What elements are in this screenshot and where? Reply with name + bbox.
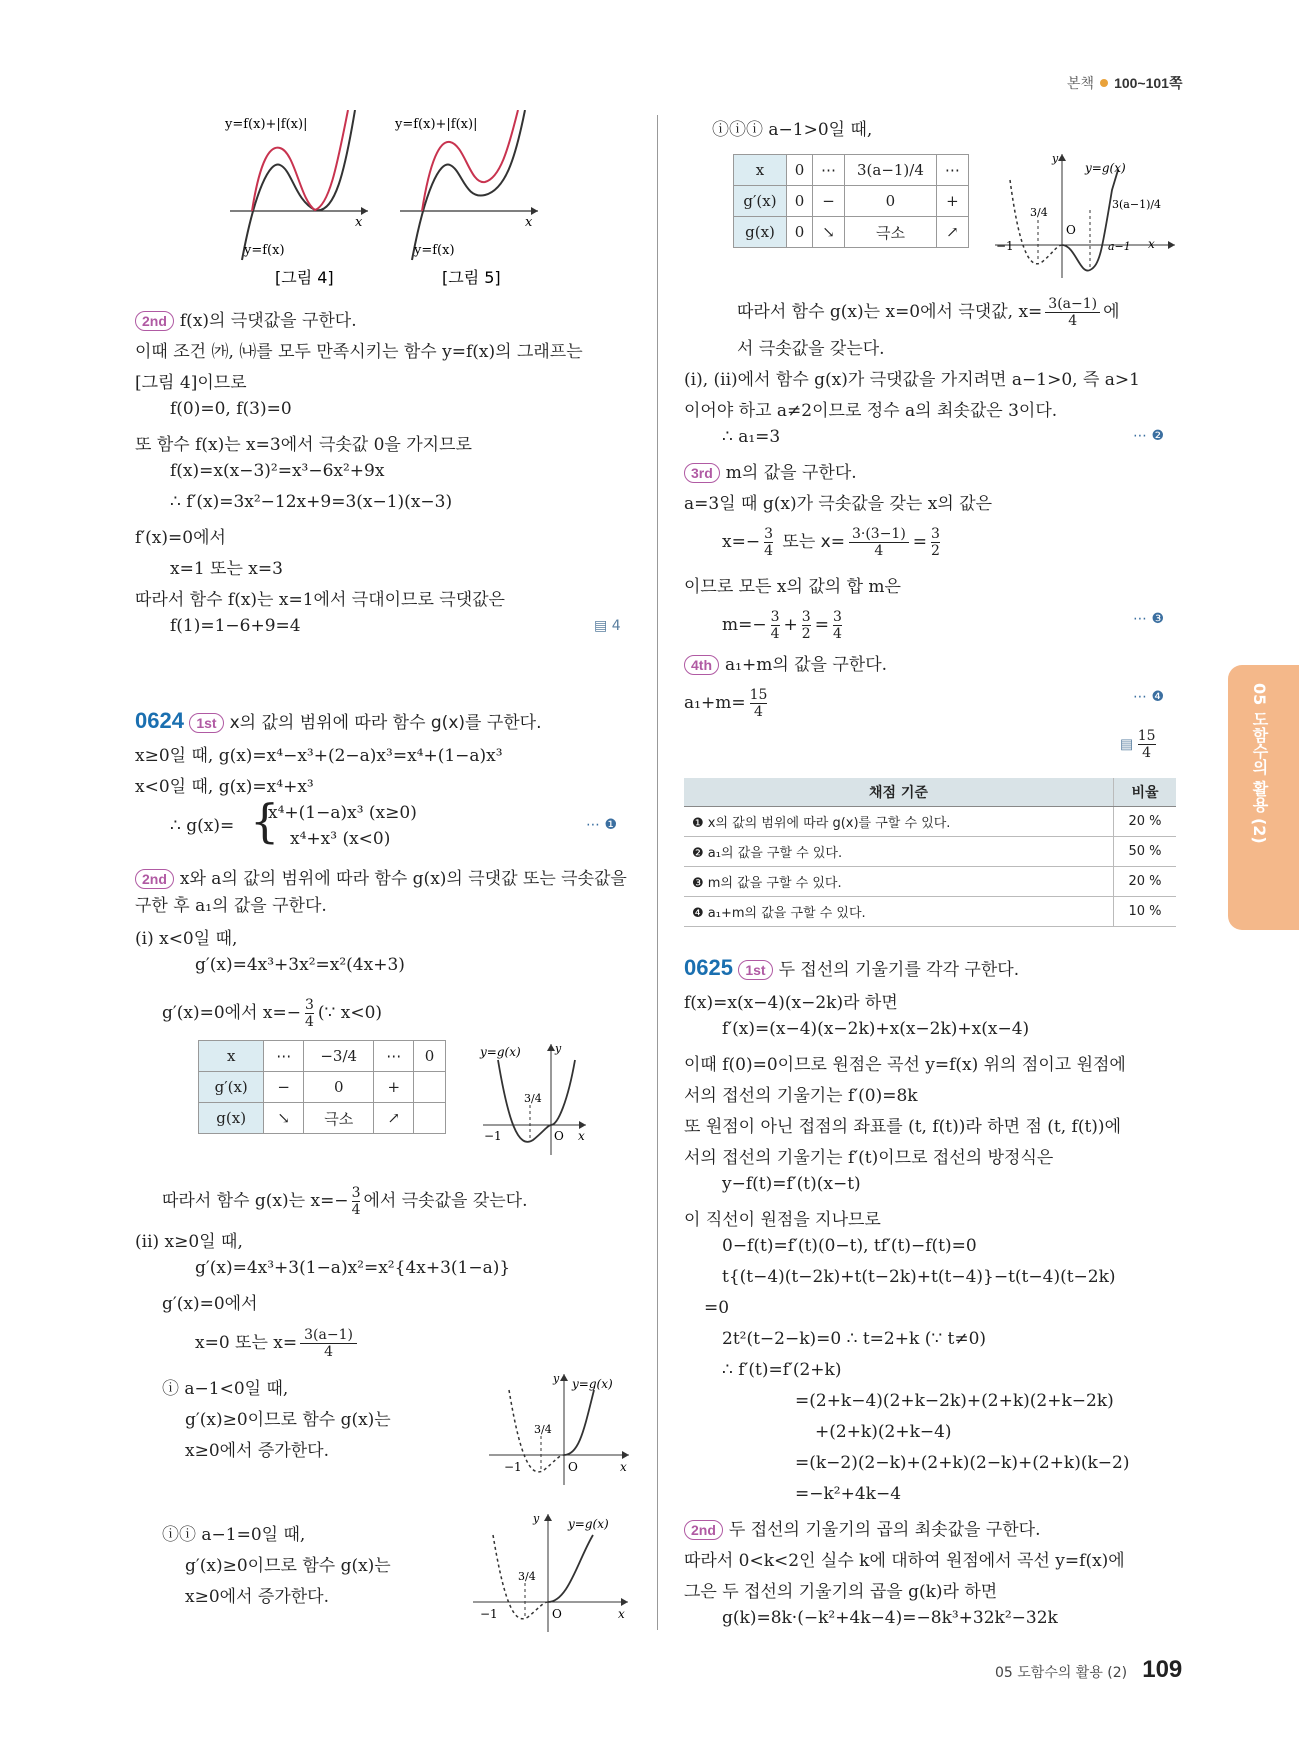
grading-marker: ⋯ ❸ <box>1133 611 1165 627</box>
math-line: 2t²(t−2−k)=0 ∴ t=2+k (∵ t≠0) <box>722 1329 987 1349</box>
footer-chapter: 05 도함수의 활용 (2) <box>995 1665 1128 1681</box>
graph-label: y=g(x) <box>480 1045 521 1059</box>
table-row <box>199 1072 446 1103</box>
step-badge: 2nd <box>684 1520 723 1540</box>
math-line: y−f(t)=f′(t)(x−t) <box>722 1174 861 1194</box>
frac-den: 4 <box>764 543 773 559</box>
math-line: ∴ g(x)= <box>170 816 235 836</box>
table-row <box>734 186 969 217</box>
tick-neg: −1 <box>480 1607 498 1621</box>
math-line: =−k²+4k−4 <box>795 1484 902 1504</box>
origin-label: O <box>554 1129 564 1143</box>
table-cell: 0 <box>414 1041 446 1072</box>
grading-marker: ⋯ ❹ <box>1133 689 1165 705</box>
math-line: g(k)=8k·(−k²+4k−4)=−8k³+32k²−32k <box>722 1608 1058 1628</box>
grading-row <box>684 807 1176 837</box>
table-cell: + <box>936 186 968 217</box>
ratio-cell: 50 % <box>1114 837 1177 867</box>
row-header-cell: g(x) <box>734 217 787 248</box>
frac-num: 3 <box>832 609 842 625</box>
math-part: x=0 또는 x= <box>195 1333 298 1353</box>
math-line: ⓘⓘⓘ a−1>0일 때, <box>712 120 873 140</box>
problem-0625-heading <box>684 955 1019 981</box>
table-cell: 극소 <box>845 217 937 248</box>
origin-label: O <box>568 1460 578 1474</box>
frac-den: 2 <box>931 543 940 559</box>
grading-row <box>684 837 1176 867</box>
answer-value: 4 <box>611 618 621 634</box>
tick-label: 3/4 <box>524 1092 542 1105</box>
text-line: 또 원점이 아닌 접점의 좌표를 (t, f(t))라 하면 점 (t, f(t))에 <box>684 1117 1121 1137</box>
math-line: (i) x<0일 때, <box>135 929 238 949</box>
axis-y: y <box>1052 152 1059 165</box>
criteria-header: 채점 기준 <box>684 778 1114 807</box>
frac-num: 3 <box>351 1185 361 1201</box>
text-line: 이므로 모든 x의 값의 합 m은 <box>684 577 901 597</box>
math-line: ⓘ a−1<0일 때, <box>162 1379 289 1399</box>
math-part: g′(x)=0에서 x=− <box>162 1003 301 1023</box>
frac-num: 3(a−1) <box>300 1327 357 1344</box>
fig5-caption: [그림 5] <box>442 268 501 287</box>
grading-marker: ⋯ ❷ <box>1133 428 1165 444</box>
table-cell: ⋯ <box>812 155 844 186</box>
fig4-axis-x: x <box>355 215 363 230</box>
text-line: a=3일 때 g(x)가 극솟값을 갖는 x의 값은 <box>684 494 993 514</box>
step-text: 두 접선의 기울기를 각각 구한다. <box>778 960 1020 980</box>
ratio-cell: 20 % <box>1114 807 1177 837</box>
axis-x: x <box>618 1607 625 1621</box>
ratio-header: 비율 <box>1114 778 1177 807</box>
table-row <box>199 1103 446 1134</box>
table-cell: 0 <box>304 1072 374 1103</box>
problem-0624-heading <box>135 708 542 734</box>
table-cell: − <box>812 186 844 217</box>
text-line: x≥0에서 증가한다. <box>185 1587 329 1607</box>
table-cell: 0 <box>787 217 813 248</box>
math-part: = <box>814 615 829 635</box>
frac-den: 4 <box>304 1014 314 1030</box>
fig5-top-label: y=f(x)+|f(x)| <box>395 117 478 132</box>
table-cell: ↗ <box>936 217 968 248</box>
fig4-bottom-label: y=f(x) <box>244 243 285 258</box>
header-book: 본책 <box>1067 75 1095 91</box>
frac-num: 15 <box>1137 728 1156 744</box>
text-line: 서의 접선의 기울기는 f′(t)이므로 접선의 방정식은 <box>684 1148 1054 1168</box>
text-line: (i), (ii)에서 함수 g(x)가 극댓값을 가지려면 a−1>0, 즉 a>1 <box>684 370 1140 390</box>
math-line: g′(x)=0에서 <box>162 1294 258 1314</box>
step-2nd-heading <box>135 864 627 889</box>
math-part: a₁+m= <box>684 693 746 713</box>
math-line: f(1)=1−6+9=4 <box>170 616 301 636</box>
axis-y: y <box>553 1372 560 1385</box>
text-part: 에 <box>1103 302 1120 322</box>
math-part: m=− <box>722 615 767 635</box>
graph-g-case1 <box>478 1040 588 1160</box>
text-line: 서 극솟값을 갖는다. <box>737 339 885 359</box>
fig4-caption: [그림 4] <box>275 268 334 287</box>
frac-num: 3 <box>801 609 811 625</box>
math-line: f(x)=x(x−3)²=x³−6x²+9x <box>170 461 385 481</box>
math-line: g′(x)=4x³+3x²=x²(4x+3) <box>195 955 405 975</box>
math-line: +(2+k)(2+k−4) <box>815 1422 952 1442</box>
step-badge: 2nd <box>135 311 174 331</box>
criteria-cell: ❹ a₁+m의 값을 구할 수 있다. <box>684 897 1114 927</box>
text-line: 구한 후 a₁의 값을 구한다. <box>135 896 327 916</box>
graph-label: y=g(x) <box>1085 161 1126 175</box>
criteria-cell: ❸ m의 값을 구할 수 있다. <box>684 867 1114 897</box>
math-line: (ii) x≥0일 때, <box>135 1232 243 1252</box>
tick-am1: a−1 <box>1108 240 1131 253</box>
tick-label-2: 3(a−1)/4 <box>1112 198 1162 211</box>
table-cell: ⋯ <box>264 1041 304 1072</box>
frac-num: 3 <box>931 526 940 542</box>
table-row <box>199 1041 446 1072</box>
step-text: f(x)의 극댓값을 구한다. <box>179 311 357 331</box>
graph-label: y=g(x) <box>568 1517 609 1531</box>
column-divider <box>657 115 658 1630</box>
step-text: x와 a의 값의 범위에 따라 함수 g(x)의 극댓값 또는 극솟값을 <box>179 869 627 889</box>
text-part: 따라서 함수 g(x)는 x=0에서 극댓값, x= <box>737 302 1043 322</box>
answer-mark: ▤ $\frac{15}{4}$ <box>1120 728 1156 761</box>
fig5-axis-x: x <box>525 215 533 230</box>
text-line <box>162 1185 528 1218</box>
graph-g-case-iii <box>990 150 1180 280</box>
frac-num: 3·(3−1) <box>849 526 909 543</box>
math-part: (∵ x<0) <box>317 1003 383 1023</box>
graph-g-case-ii <box>468 1510 633 1635</box>
math-line: g′(x)=4x³+3(1−a)x²=x²{4x+3(1−a)} <box>195 1258 511 1278</box>
text-line: 이 직선이 원점을 지나므로 <box>684 1210 881 1230</box>
axis-y: y <box>533 1512 540 1525</box>
text-line: 따라서 0<k<2인 실수 k에 대하여 원점에서 곡선 y=f(x)에 <box>684 1551 1125 1571</box>
text-line: 그은 두 접선의 기울기의 곱을 g(k)라 하면 <box>684 1582 998 1602</box>
table-cell: ↘ <box>812 217 844 248</box>
math-line: ∴ f′(t)=f′(2+k) <box>722 1360 842 1380</box>
math-line: x<0일 때, g(x)=x⁴+x³ <box>135 777 314 797</box>
table-cell: − <box>264 1072 304 1103</box>
math-line: =(2+k−4)(2+k−2k)+(2+k)(2+k−2k) <box>795 1391 1114 1411</box>
ratio-cell: 20 % <box>1114 867 1177 897</box>
math-line <box>722 526 944 559</box>
math-line: t{(t−4)(t−2k)+t(t−2k)+t(t−4)}−t(t−4)(t−2k) <box>722 1267 1116 1287</box>
math-line: x⁴+(1−a)x³ (x≥0) <box>268 803 417 823</box>
step-2nd-heading <box>135 306 357 331</box>
table-row <box>734 217 969 248</box>
step-badge: 3rd <box>684 463 720 483</box>
frac-den: 4 <box>832 626 842 642</box>
math-part: x=− <box>722 532 761 552</box>
text-line: 따라서 함수 f(x)는 x=1에서 극대이므로 극댓값은 <box>135 590 505 610</box>
frac-den: 4 <box>1068 313 1078 329</box>
math-part: + <box>783 615 798 635</box>
table-row <box>734 155 969 186</box>
criteria-cell: ❷ a₁의 값을 구할 수 있다. <box>684 837 1114 867</box>
text-line: 이때 f(0)=0이므로 원점은 곡선 y=f(x) 위의 점이고 원점에 <box>684 1055 1126 1075</box>
frac-den: 4 <box>874 543 884 559</box>
grading-row <box>684 867 1176 897</box>
brace-icon: { <box>250 794 280 848</box>
sign-table-1 <box>198 1040 446 1134</box>
table-cell: ↘ <box>264 1103 304 1134</box>
step-badge: 1st <box>738 960 772 980</box>
step-2nd-heading <box>684 1515 1041 1540</box>
frac-den: 2 <box>801 626 811 642</box>
step-text: m의 값을 구한다. <box>725 463 857 483</box>
math-line: ∴ f′(x)=3x²−12x+9=3(x−1)(x−3) <box>170 492 453 512</box>
fig5-bottom-label: y=f(x) <box>414 243 455 258</box>
grading-table <box>684 778 1176 927</box>
frac-den: 4 <box>324 1344 334 1360</box>
bullet-dot-icon <box>1100 79 1108 87</box>
frac-num: 3 <box>304 997 314 1013</box>
math-line: ⓘⓘ a−1=0일 때, <box>162 1525 306 1545</box>
text-part: 따라서 함수 g(x)는 x=− <box>162 1191 349 1211</box>
text-line: 이때 조건 ㈎, ㈏를 모두 만족시키는 함수 y=f(x)의 그래프는 <box>135 342 583 362</box>
step-3rd-heading <box>684 458 857 483</box>
page-footer <box>995 1656 1182 1684</box>
tick-neg: −1 <box>504 1460 522 1474</box>
axis-y: y <box>555 1042 562 1055</box>
text-line: [그림 4]이므로 <box>135 373 247 393</box>
origin-label: O <box>1066 223 1076 237</box>
math-part: = <box>912 532 928 552</box>
table-cell: 극소 <box>304 1103 374 1134</box>
text-line: f′(x)=0에서 <box>135 528 226 548</box>
table-cell: ↗ <box>374 1103 414 1134</box>
figure-4-graph <box>224 110 368 260</box>
criteria-cell: ❶ x의 값의 범위에 따라 g(x)를 구할 수 있다. <box>684 807 1114 837</box>
fig4-top-label: y=f(x)+|f(x)| <box>225 117 308 132</box>
text-line: 또 함수 f(x)는 x=3에서 극솟값 0을 가지므로 <box>135 435 472 455</box>
step-badge: 2nd <box>135 869 174 889</box>
page-number: 109 <box>1142 1656 1183 1683</box>
row-header-cell: g′(x) <box>734 186 787 217</box>
text-line: g′(x)≥0이므로 함수 g(x)는 <box>185 1556 391 1576</box>
math-line: x⁴+x³ (x<0) <box>290 829 391 849</box>
frac-num: 15 <box>749 687 768 703</box>
figure-5-graph <box>394 110 538 260</box>
side-tab-label: 05 도함수의 활용 (2) <box>1250 683 1269 844</box>
table-cell: 0 <box>787 155 813 186</box>
math-part: 또는 x= <box>782 532 845 552</box>
table-cell: −3/4 <box>304 1041 374 1072</box>
frac-den: 4 <box>351 1202 361 1218</box>
math-line: 0−f(t)=f′(t)(0−t), tf′(t)−f(t)=0 <box>722 1236 977 1256</box>
text-line: 서의 접선의 기울기는 f′(0)=8k <box>684 1086 918 1106</box>
math-line: =(k−2)(2−k)+(2+k)(2−k)+(2+k)(k−2) <box>795 1453 1130 1473</box>
row-header-cell: g′(x) <box>199 1072 264 1103</box>
graph-g-case-i <box>484 1370 634 1490</box>
math-line: x≥0일 때, g(x)=x⁴−x³+(2−a)x³=x⁴+(1−a)x³ <box>135 746 503 766</box>
math-line: f(0)=0, f(3)=0 <box>170 399 292 419</box>
math-line: ∴ a₁=3 <box>722 427 781 447</box>
header-pages: 100~101쪽 <box>1114 75 1183 91</box>
table-cell: 0 <box>787 186 813 217</box>
frac-num: 3(a−1) <box>1045 296 1100 313</box>
tick-label: 3/4 <box>534 1423 552 1436</box>
tick-neg: −1 <box>996 239 1014 253</box>
table-cell: 0 <box>845 186 937 217</box>
row-header-cell: g(x) <box>199 1103 264 1134</box>
table-cell: + <box>374 1072 414 1103</box>
frac-den: 4 <box>1142 745 1152 761</box>
page-header <box>1067 73 1182 93</box>
math-line: =0 <box>704 1298 730 1318</box>
step-badge: 4th <box>684 655 719 675</box>
origin-label: O <box>552 1607 562 1621</box>
axis-x: x <box>578 1129 585 1143</box>
row-header-cell: x <box>734 155 787 186</box>
graph-label: y=g(x) <box>572 1377 613 1391</box>
math-line: f′(x)=(x−4)(x−2k)+x(x−2k)+x(x−4) <box>722 1019 1030 1039</box>
grading-head-row <box>684 778 1176 807</box>
frac-num: 3 <box>764 526 773 542</box>
tick-label: 3/4 <box>518 1570 536 1583</box>
chapter-side-tab <box>1228 665 1299 930</box>
sign-table-2 <box>733 154 969 248</box>
step-4th-heading <box>684 650 887 675</box>
step-badge: 1st <box>189 713 223 733</box>
step-text: x의 값의 범위에 따라 함수 g(x)를 구한다. <box>229 713 542 733</box>
text-line: g′(x)≥0이므로 함수 g(x)는 <box>185 1410 391 1430</box>
grading-marker: ⋯ ❶ <box>586 817 618 833</box>
text-line: x≥0에서 증가한다. <box>185 1441 329 1461</box>
table-cell: ⋯ <box>374 1041 414 1072</box>
text-line: 이어야 하고 a≠2이므로 정수 a의 최솟값은 3이다. <box>684 401 1058 421</box>
axis-x: x <box>1148 237 1155 251</box>
math-line <box>195 1327 360 1360</box>
math-line <box>162 997 382 1030</box>
axis-x: x <box>620 1460 627 1474</box>
step-text: 두 접선의 기울기의 곱의 최솟값을 구한다. <box>728 1520 1041 1540</box>
step-text: a₁+m의 값을 구한다. <box>725 655 888 675</box>
answer-mark: ▤ 4 <box>594 618 621 634</box>
frac-num: 3 <box>770 609 780 625</box>
math-line: f(x)=x(x−4)(x−2k)라 하면 <box>684 993 898 1013</box>
table-cell <box>414 1072 446 1103</box>
ratio-cell: 10 % <box>1114 897 1177 927</box>
math-line: x=1 또는 x=3 <box>170 559 283 579</box>
figures-4-5 <box>220 110 550 295</box>
text-line <box>737 296 1120 329</box>
math-line <box>684 687 771 720</box>
grading-row <box>684 897 1176 927</box>
tick-label: 3/4 <box>1030 206 1048 219</box>
table-cell: 3(a−1)/4 <box>845 155 937 186</box>
frac-den: 4 <box>770 626 780 642</box>
row-header-cell: x <box>199 1041 264 1072</box>
problem-number: 0624 <box>135 708 184 733</box>
math-line <box>722 609 846 642</box>
table-cell <box>414 1103 446 1134</box>
text-part: 에서 극솟값을 갖는다. <box>363 1191 528 1211</box>
tick-neg: −1 <box>484 1129 502 1143</box>
problem-number: 0625 <box>684 955 733 980</box>
frac-den: 4 <box>754 704 763 720</box>
table-cell: ⋯ <box>936 155 968 186</box>
